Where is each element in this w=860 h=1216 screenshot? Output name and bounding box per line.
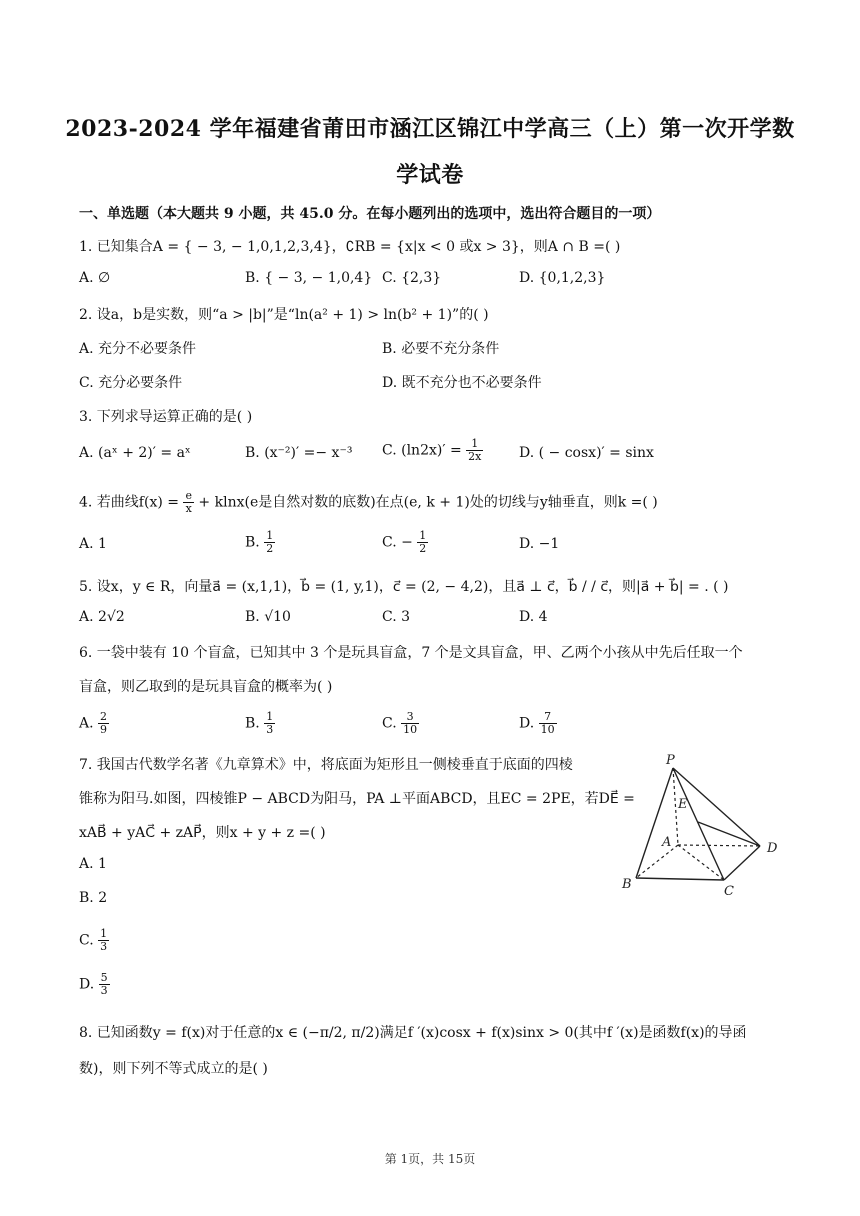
q3-option-c-text: C. (ln2x)′ = [382,442,462,459]
numerator: 1 [100,927,108,940]
q6-option-d-text: D. [519,715,535,732]
q5-option-c: C. 3 [382,609,411,625]
denominator: 2 [419,542,427,555]
denominator: 10 [540,723,555,736]
pyramid-figure [612,750,792,900]
numerator: 7 [539,711,557,724]
q4-option-c [382,530,428,555]
q4-option-c-fraction [417,530,428,555]
q6-option-a-fraction [98,711,109,736]
q4-option-b-fraction [264,530,275,555]
numerator: e [185,489,192,502]
q2-stem: 2. 设a，b是实数，则“a > |b|”是“ln(a² + 1) > ln(b² + 1)”的( ) [79,307,489,323]
q5-option-b: B. √10 [245,609,291,625]
denominator: 2x [468,450,482,463]
denominator: 10 [403,723,418,736]
q4-stem [79,490,658,515]
q6-stem-line1: 6. 一袋中装有 10 个盲盒，已知其中 3 个是玩具盲盒，7 个是文具盲盒，甲、乙两个小孩从中先后任取一个 [79,645,743,661]
numerator: 1 [466,438,483,451]
q4-stem-pre: 4. 若曲线f(x) = [79,494,179,511]
q3-option-b: B. (x⁻²)′ =− x⁻³ [245,445,353,461]
page-footer: 第 1页，共 15页 [384,1152,476,1166]
q6-option-c-text: C. [382,715,397,732]
label-e: E [678,797,688,812]
q6-option-b-text: B. [245,715,260,732]
q7-stem-line3: xAB⃗ + yAC⃗ + zAP⃗，则x + y + z =( ) [79,825,326,841]
label-b: B [622,877,632,892]
label-a: A [662,835,672,850]
q6-option-d-fraction [539,711,557,736]
denominator: 3 [100,940,108,953]
edge-ab [636,845,678,878]
numerator: 1 [266,710,274,723]
label-p: P [666,753,675,768]
q6-option-b-fraction [264,711,275,736]
label-c: C [724,884,734,899]
q3-option-a: A. (aˣ + 2)′ = aˣ [79,445,191,461]
edge-bc [636,878,724,880]
q6-option-c-fraction [401,711,419,736]
q7-option-c [79,928,109,953]
q7-stem-line2: 锥称为阳马.如图，四棱锥P − ABCD为阳马，PA ⊥平面ABCD，且EC = 2PE，若DE⃗ = [79,791,635,807]
q8-stem-line1: 8. 已知函数y = f(x)对于任意的x ∈ (−π/2, π/2)满足f ′(x)cosx + f(x)sinx > 0(其中f ′(x)是函数f(x)的导函 [79,1025,747,1041]
q3-option-c [382,438,483,463]
q4-stem-fraction [183,490,194,515]
q1-option-a: A. ∅ [79,270,111,286]
q1-option-c: C. {2,3} [382,270,442,286]
exam-title-line2: 学试卷 [396,162,464,188]
q4-option-b-text: B. [245,534,260,551]
q5-stem: 5. 设x，y ∈ R，向量a⃗ = (x,1,1)，b⃗ = (1, y,1)，c⃗ = (2, − 4,2)，且a⃗ ⊥ c⃗，b⃗ / / c⃗，则|a⃗ + b⃗| = . ( ) [79,579,729,595]
q7-option-d [79,972,110,997]
edge-ac [678,845,724,880]
q4-option-b [245,530,275,555]
q6-stem-line2: 盲盒，则乙取到的是玩具盲盒的概率为( ) [79,679,333,695]
edge-pb [636,768,673,878]
q7-option-a: A. 1 [79,856,107,872]
exam-title-line1: 2023-2024 学年福建省莆田市涵江区锦江中学高三（上）第一次开学数 [65,116,795,142]
denominator: 3 [100,984,108,997]
q5-option-d: D. 4 [519,609,548,625]
numerator: 2 [100,710,108,723]
denominator: 9 [100,723,108,736]
q5-option-a: A. 2√2 [79,609,125,625]
denominator: x [185,502,192,515]
q7-option-d-fraction [99,972,110,997]
q6-option-d [519,711,557,736]
q3-option-d: D. ( − cosx)′ = sinx [519,445,654,461]
denominator: 3 [266,723,274,736]
q4-stem-post: + klnx(e是自然对数的底数)在点(e, k + 1)处的切线与y轴垂直，则k =( ) [198,494,658,511]
q2-option-c: C. 充分必要条件 [79,375,183,391]
edge-cd [724,846,760,880]
numerator: 5 [100,971,108,984]
q6-option-a [79,711,109,736]
q2-option-d: D. 既不充分也不必要条件 [382,375,542,391]
q1-stem: 1. 已知集合A = { − 3, − 1,0,1,2,3,4}，∁RB = {x|x < 0 或x > 3}，则A ∩ B =( ) [79,239,621,255]
q7-option-c-fraction [98,928,109,953]
q3-stem: 3. 下列求导运算正确的是( ) [79,409,253,425]
q6-option-c [382,711,419,736]
label-d: D [767,841,778,856]
section-heading: 一、单选题（本大题共 9 小题，共 45.0 分。在每小题列出的选项中，选出符合题目的一项） [79,206,661,222]
q7-option-d-text: D. [79,976,95,993]
q8-stem-line2: 数)，则下列不等式成立的是( ) [79,1061,268,1077]
q7-option-b: B. 2 [79,890,108,906]
q1-option-b: B. { − 3, − 1,0,4} [245,270,373,286]
q3-option-c-fraction [466,438,483,463]
q7-stem-line1: 7. 我国古代数学名著《九章算术》中，将底面为矩形且一侧棱垂直于底面的四棱 [79,757,573,773]
numerator: 1 [419,529,427,542]
edge-ad [678,845,760,846]
q2-option-b: B. 必要不充分条件 [382,341,500,357]
q6-option-a-text: A. [79,715,94,732]
q2-option-a: A. 充分不必要条件 [79,341,197,357]
edge-pc [673,768,724,880]
q4-option-d: D. −1 [519,536,560,552]
numerator: 3 [401,711,419,724]
q4-option-c-text: C. − [382,534,413,551]
denominator: 2 [266,542,274,555]
q7-option-c-text: C. [79,932,94,949]
q6-option-b [245,711,275,736]
q4-option-a: A. 1 [79,536,107,552]
numerator: 1 [266,529,274,542]
q1-option-d: D. {0,1,2,3} [519,270,606,286]
